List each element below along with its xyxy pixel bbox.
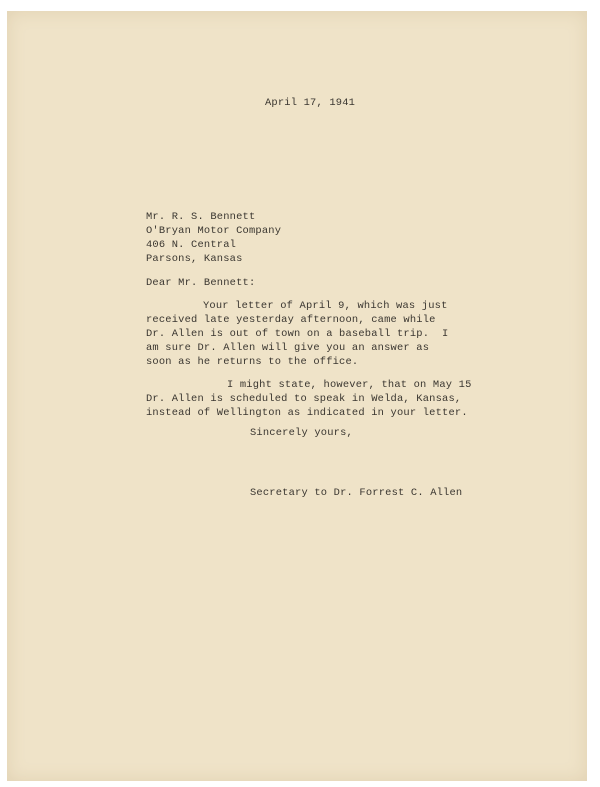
body-line: am sure Dr. Allen will give you an answer as	[146, 342, 430, 354]
body-line: Dr. Allen is out of town on a baseball trip. I	[146, 328, 449, 340]
body-line: instead of Wellington as indicated in your letter.	[146, 407, 468, 419]
body-line: Your letter of April 9, which was just	[203, 300, 448, 312]
body-line: I might state, however, that on May 15	[227, 379, 472, 391]
closing: Sincerely yours,	[250, 427, 353, 439]
salutation: Dear Mr. Bennett:	[146, 277, 256, 289]
letter-date: April 17, 1941	[265, 97, 356, 109]
body-line: soon as he returns to the office.	[146, 356, 359, 368]
recipient-company: O'Bryan Motor Company	[146, 225, 282, 237]
body-line: Dr. Allen is scheduled to speak in Welda, Kansas,	[146, 393, 462, 405]
recipient-city: Parsons, Kansas	[146, 253, 243, 265]
signature: Secretary to Dr. Forrest C. Allen	[250, 487, 463, 499]
body-line: received late yesterday afternoon, came while	[146, 314, 436, 326]
recipient-street: 406 N. Central	[146, 239, 237, 251]
recipient-name: Mr. R. S. Bennett	[146, 211, 256, 223]
